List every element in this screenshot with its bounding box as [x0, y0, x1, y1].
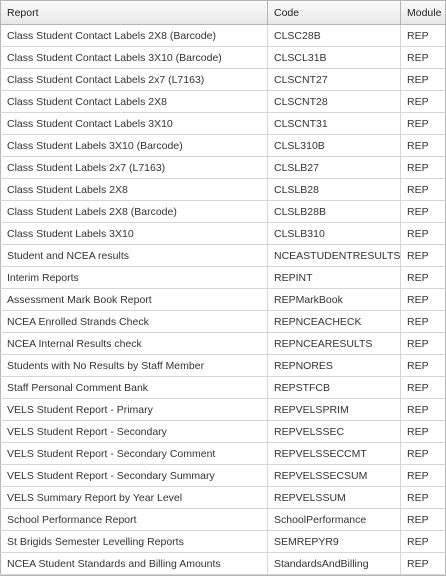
module-cell: REP: [400, 421, 446, 442]
report-cell: VELS Student Report - Primary: [0, 399, 267, 420]
code-cell: CLSL310B: [267, 135, 400, 156]
code-cell: CLSLB27: [267, 157, 400, 178]
module-cell: REP: [400, 47, 446, 68]
report-cell: VELS Student Report - Secondary Summary: [0, 465, 267, 486]
code-cell: NCEASTUDENTRESULTS: [267, 245, 400, 266]
module-cell: REP: [400, 135, 446, 156]
table-row[interactable]: [0, 25, 446, 47]
report-cell: School Performance Report: [0, 509, 267, 530]
code-cell: CLSCNT28: [267, 91, 400, 112]
table-row[interactable]: [0, 223, 446, 245]
report-cell: Class Student Labels 2x7 (L7163): [0, 157, 267, 178]
code-cell: CLSLB310: [267, 223, 400, 244]
report-cell: Student and NCEA results: [0, 245, 267, 266]
module-cell: REP: [400, 267, 446, 288]
table-row[interactable]: [0, 311, 446, 333]
table-row[interactable]: [0, 377, 446, 399]
report-cell: NCEA Enrolled Strands Check: [0, 311, 267, 332]
column-header-module[interactable]: Module: [400, 1, 446, 24]
code-cell: REPINT: [267, 267, 400, 288]
module-cell: REP: [400, 223, 446, 244]
code-cell: REPVELSSECCMT: [267, 443, 400, 464]
module-cell: REP: [400, 531, 446, 552]
code-cell: SEMREPYR9: [267, 531, 400, 552]
report-cell: VELS Student Report - Secondary Comment: [0, 443, 267, 464]
report-cell: Interim Reports: [0, 267, 267, 288]
table-row[interactable]: [0, 487, 446, 509]
table-row[interactable]: [0, 135, 446, 157]
code-cell: REPNCEACHECK: [267, 311, 400, 332]
table-row[interactable]: [0, 113, 446, 135]
module-cell: REP: [400, 509, 446, 530]
column-header-report[interactable]: Report: [0, 1, 267, 24]
code-cell: CLSCNT27: [267, 69, 400, 90]
report-cell: St Brigids Semester Levelling Reports: [0, 531, 267, 552]
code-cell: CLSLB28: [267, 179, 400, 200]
report-cell: NCEA Student Standards and Billing Amounts: [0, 553, 267, 574]
module-cell: REP: [400, 553, 446, 574]
table-row[interactable]: [0, 47, 446, 69]
code-cell: StandardsAndBilling: [267, 553, 400, 574]
report-cell: Staff Personal Comment Bank: [0, 377, 267, 398]
report-cell: Class Student Labels 2X8: [0, 179, 267, 200]
code-cell: REPVELSSEC: [267, 421, 400, 442]
table-row[interactable]: [0, 157, 446, 179]
module-cell: REP: [400, 333, 446, 354]
report-cell: VELS Student Report - Secondary: [0, 421, 267, 442]
module-cell: REP: [400, 289, 446, 310]
code-cell: REPVELSPRIM: [267, 399, 400, 420]
report-cell: Class Student Contact Labels 2x7 (L7163): [0, 69, 267, 90]
table-row[interactable]: [0, 509, 446, 531]
module-cell: REP: [400, 179, 446, 200]
code-cell: REPNCEARESULTS: [267, 333, 400, 354]
table-row[interactable]: [0, 421, 446, 443]
report-cell: Class Student Contact Labels 2X8 (Barcode): [0, 25, 267, 46]
table-row[interactable]: [0, 443, 446, 465]
code-cell: CLSC28B: [267, 25, 400, 46]
grid-header: [0, 0, 446, 25]
module-cell: REP: [400, 245, 446, 266]
table-row[interactable]: [0, 267, 446, 289]
report-cell: VELS Summary Report by Year Level: [0, 487, 267, 508]
table-row[interactable]: [0, 553, 446, 575]
report-cell: Class Student Labels 3X10: [0, 223, 267, 244]
module-cell: REP: [400, 399, 446, 420]
module-cell: REP: [400, 113, 446, 134]
code-cell: CLSLB28B: [267, 201, 400, 222]
table-row[interactable]: [0, 179, 446, 201]
table-row[interactable]: [0, 245, 446, 267]
code-cell: REPMarkBook: [267, 289, 400, 310]
module-cell: REP: [400, 465, 446, 486]
code-cell: REPNORES: [267, 355, 400, 376]
table-row[interactable]: [0, 91, 446, 113]
grid-rows: [0, 25, 446, 576]
module-cell: REP: [400, 69, 446, 90]
module-cell: REP: [400, 25, 446, 46]
report-cell: Assessment Mark Book Report: [0, 289, 267, 310]
code-cell: REPVELSSUM: [267, 487, 400, 508]
table-row[interactable]: [0, 465, 446, 487]
report-cell: Class Student Contact Labels 3X10 (Barcode): [0, 47, 267, 68]
module-cell: REP: [400, 377, 446, 398]
code-cell: REPSTFCB: [267, 377, 400, 398]
code-cell: CLSCNT31: [267, 113, 400, 134]
module-cell: REP: [400, 311, 446, 332]
report-cell: Students with No Results by Staff Member: [0, 355, 267, 376]
table-row[interactable]: [0, 399, 446, 421]
report-cell: Class Student Contact Labels 2X8: [0, 91, 267, 112]
module-cell: REP: [400, 201, 446, 222]
code-cell: CLSCL31B: [267, 47, 400, 68]
table-row[interactable]: [0, 201, 446, 223]
table-row[interactable]: [0, 531, 446, 553]
report-cell: NCEA Internal Results check: [0, 333, 267, 354]
report-cell: Class Student Labels 2X8 (Barcode): [0, 201, 267, 222]
module-cell: REP: [400, 443, 446, 464]
report-cell: Class Student Contact Labels 3X10: [0, 113, 267, 134]
column-header-code[interactable]: Code: [267, 1, 400, 24]
module-cell: REP: [400, 487, 446, 508]
module-cell: REP: [400, 355, 446, 376]
table-row[interactable]: [0, 289, 446, 311]
module-cell: REP: [400, 91, 446, 112]
table-row[interactable]: [0, 333, 446, 355]
code-cell: SchoolPerformance: [267, 509, 400, 530]
table-row[interactable]: [0, 69, 446, 91]
code-cell: REPVELSSECSUM: [267, 465, 400, 486]
report-cell: Class Student Labels 3X10 (Barcode): [0, 135, 267, 156]
module-cell: REP: [400, 157, 446, 178]
table-row[interactable]: [0, 355, 446, 377]
